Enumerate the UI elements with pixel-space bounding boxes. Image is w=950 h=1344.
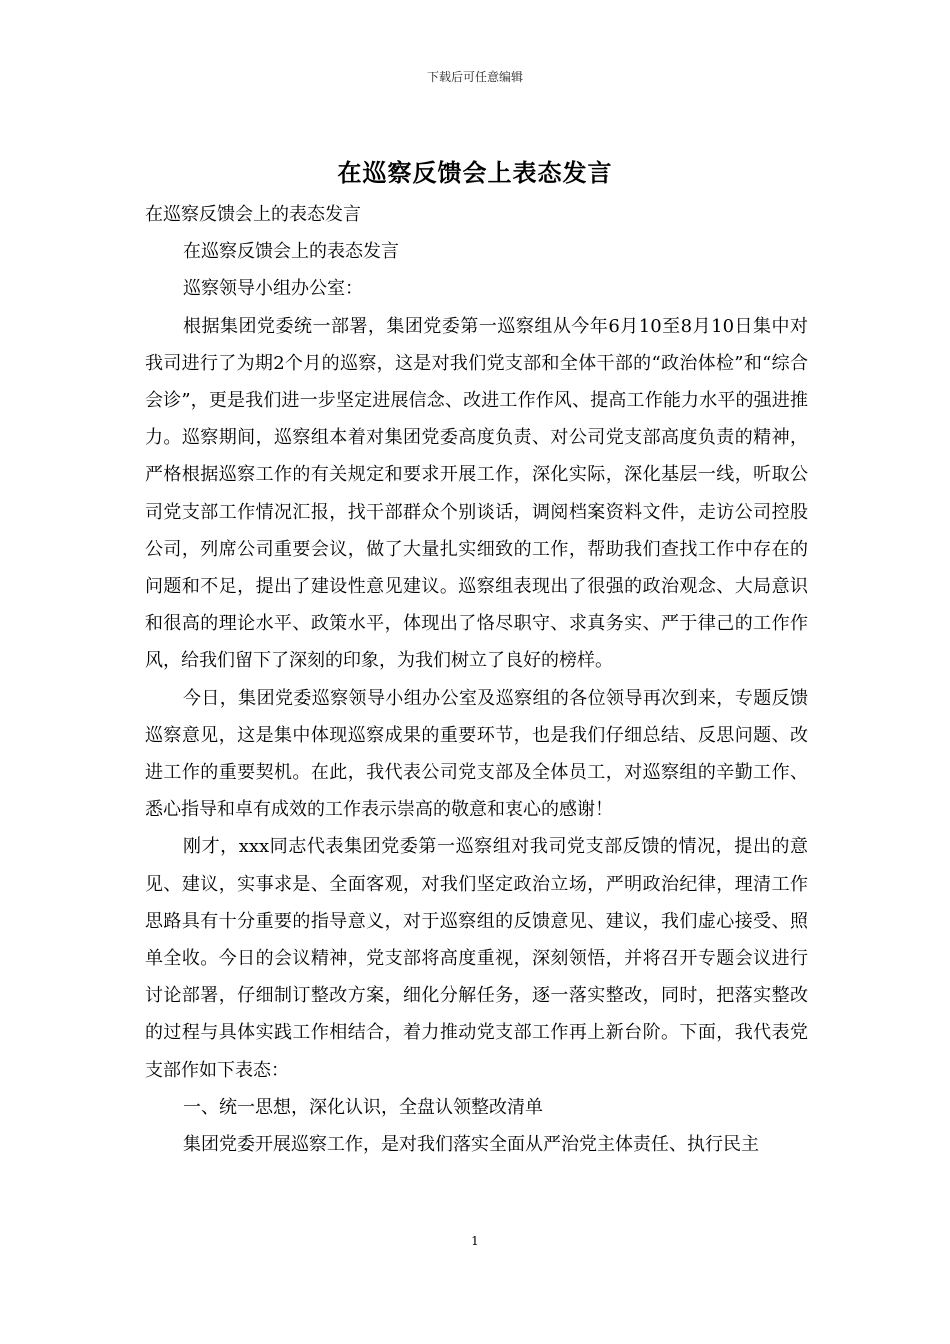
- paragraph: 今日，集团党委巡察领导小组办公室及巡察组的各位领导再次到来，专题反馈巡察意见，这是集中体现巡察成果的重要环节，也是我们仔细总结、反思问题、改进工作的重要契机。在此，我代表公司党支部及全体员工，对巡察组的辛勤工作、悉心指导和卓有成效的工作表示崇高的敬意和衷心的感谢！: [145, 687, 808, 821]
- page-header-note: 下载后可任意编辑: [426, 70, 523, 84]
- paragraph-salutation: 巡察领导小组办公室：: [183, 278, 363, 300]
- paragraph: 刚才，xxx同志代表集团党委第一巡察组对我司党支部反馈的情况，提出的意见、建议，实事求是、全面客观，对我们坚定政治立场，严明政治纪律，理清工作思路具有十分重要的指导意义，对于巡察组的反馈意见、建议，我们虚心接受、照单全收。今日的会议精神，党支部将高度重视，深刻领悟，并将召开专题会议进行讨论部署，仔细制订整改方案，细化分解任务，逐一落实整改，同时，把落实整改的过程与具体实践工作相结合，着力推动党支部工作再上新台阶。下面，我代表党支部作如下表态：: [145, 836, 808, 1081]
- paragraph-subtitle-repeat: 在巡察反馈会上的表态发言: [183, 241, 399, 263]
- section-heading: 一、统一思想，深化认识，全盘认领整改清单: [183, 1096, 543, 1118]
- paragraph-subtitle: 在巡察反馈会上的表态发言: [145, 204, 361, 225]
- page-number: 1: [471, 1234, 479, 1248]
- document-title: 在巡察反馈会上表态发言: [337, 158, 613, 187]
- paragraph: 根据集团党委统一部署，集团党委第一巡察组从今年6月10至8月10日集中对我司进行了为期2个月的巡察，这是对我们党支部和全体干部的“政治体检”和“综合会诊”，更是我们进一步坚定进展信念、改进工作作风、提高工作能力水平的强进推力。巡察期间，巡察组本着对集团党委高度负责、对公司党支部高度负责的精神，严格根据巡察工作的有关规定和要求开展工作，深化实际，深化基层一线，听取公司党支部工作情况汇报，找干部群众个别谈话，调阅档案资料文件，走访公司控股公司，列席公司重要会议，做了大量扎实细致的工作，帮助我们查找工作中存在的问题和不足，提出了建设性意见建议。巡察组表现出了很强的政治观念、大局意识和很高的理论水平、政策水平，体现出了恪尽职守、求真务实、严于律己的工作作风，给我们留下了深刻的印象，为我们树立了良好的榜样。: [145, 315, 808, 672]
- paragraph: 集团党委开展巡察工作，是对我们落实全面从严治党主体责任、执行民主: [183, 1134, 759, 1156]
- document-body: [145, 196, 808, 1163]
